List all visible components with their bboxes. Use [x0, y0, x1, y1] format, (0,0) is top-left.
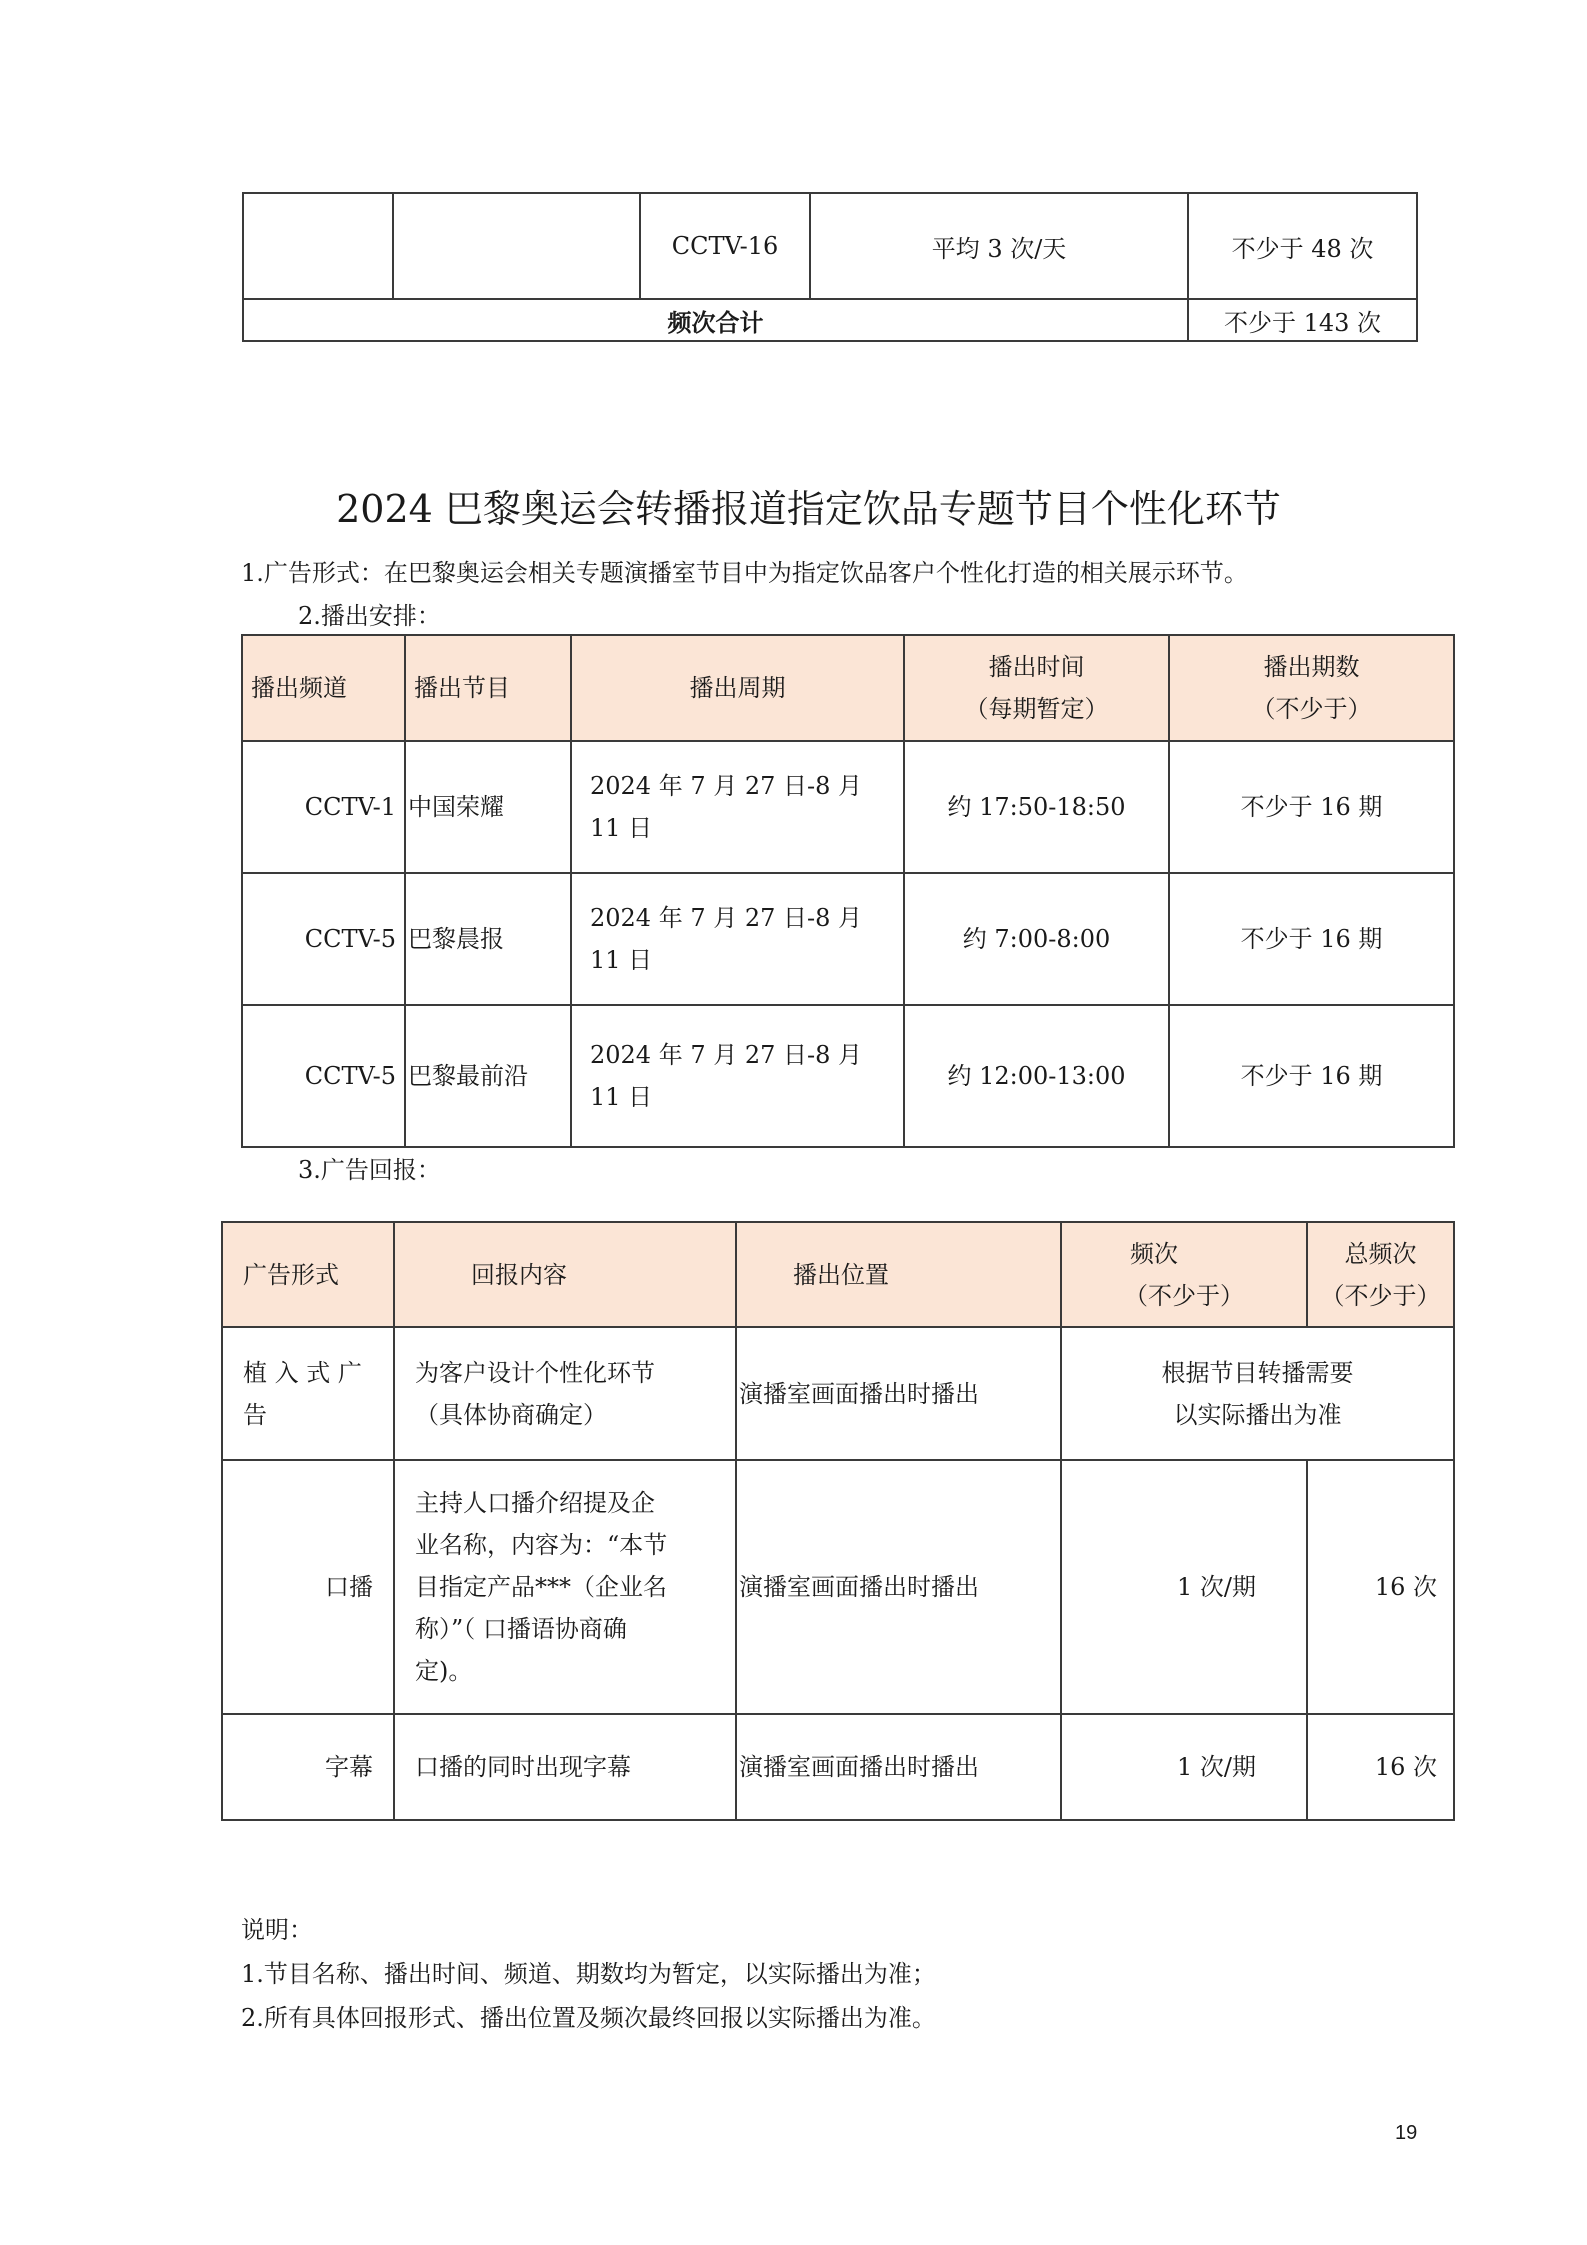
notes-label: 说明：	[241, 1916, 313, 1944]
form-line2: 告	[243, 1400, 267, 1429]
returns-table	[221, 1221, 1455, 1821]
content-line1: 主持人口播介绍提及企	[415, 1489, 655, 1517]
form-line1: 植 入 式 广	[243, 1358, 362, 1387]
period-line2: 11 日	[590, 1083, 653, 1111]
header-time	[904, 635, 1169, 741]
total-cell: 不少于 48 次	[1188, 193, 1417, 299]
header-position: 播出位置	[736, 1222, 1061, 1327]
table-row	[222, 1714, 1454, 1820]
channel-cell: CCTV-5	[242, 1005, 405, 1147]
header-count-line1: 播出期数	[1263, 653, 1360, 681]
content-line2: 业名称，内容为：“本节	[415, 1531, 668, 1559]
period-line2: 11 日	[590, 946, 653, 974]
merged-line2: 以实际播出为准	[1173, 1400, 1342, 1429]
channel-cell: CCTV-1	[242, 741, 405, 873]
header-count	[1169, 635, 1454, 741]
frequency-cell: 1 次/期	[1061, 1460, 1307, 1714]
count-cell: 不少于 16 期	[1169, 873, 1454, 1005]
period-line1: 2024 年 7 月 27 日-8 月	[590, 1041, 863, 1069]
table-row	[243, 193, 1417, 299]
count-cell: 不少于 16 期	[1169, 741, 1454, 873]
table-row	[222, 1327, 1454, 1460]
content-cell	[394, 1327, 736, 1460]
form-cell	[222, 1327, 394, 1460]
form-cell: 字幕	[222, 1714, 394, 1820]
header-total-line2: （不少于）	[1320, 1281, 1441, 1310]
cell-empty	[393, 193, 640, 299]
channel-cell: CCTV-5	[242, 873, 405, 1005]
position-cell: 演播室画面播出时播出	[736, 1714, 1061, 1820]
period-cell	[571, 873, 904, 1005]
table-header-row	[222, 1222, 1454, 1327]
channel-cell: CCTV-16	[640, 193, 810, 299]
table-row	[242, 873, 1454, 1005]
content-line2: （具体协商确定）	[415, 1400, 607, 1429]
position-cell: 演播室画面播出时播出	[736, 1460, 1061, 1714]
page-title: 2024 巴黎奥运会转播报道指定饮品专题节目个性化环节	[336, 487, 1281, 531]
period-line1: 2024 年 7 月 27 日-8 月	[590, 772, 863, 800]
position-cell: 演播室画面播出时播出	[736, 1327, 1061, 1460]
table-row	[222, 1460, 1454, 1714]
form-cell: 口播	[222, 1460, 394, 1714]
period-cell	[571, 1005, 904, 1147]
header-period: 播出周期	[571, 635, 904, 741]
content-line1: 为客户设计个性化环节	[415, 1358, 655, 1387]
time-cell: 约 7:00-8:00	[904, 873, 1169, 1005]
count-cell: 不少于 16 期	[1169, 1005, 1454, 1147]
ad-form-text: 1.广告形式：在巴黎奥运会相关专题演播室节目中为指定饮品客户个性化打造的相关展示环节。	[241, 559, 1248, 587]
period-cell	[571, 741, 904, 873]
header-form: 广告形式	[222, 1222, 394, 1327]
content-line3: 目指定产品***（企业名	[415, 1573, 667, 1601]
header-frequency-line1: 频次	[1130, 1239, 1178, 1268]
content-cell: 口播的同时出现字幕	[394, 1714, 736, 1820]
header-time-line2: （每期暂定）	[964, 695, 1109, 723]
content-cell	[394, 1460, 736, 1714]
frequency-cell: 平均 3 次/天	[810, 193, 1188, 299]
schedule-heading: 2.播出安排：	[298, 602, 441, 630]
program-cell: 中国荣耀	[405, 741, 571, 873]
header-program: 播出节目	[405, 635, 571, 741]
merged-frequency-cell	[1061, 1327, 1454, 1460]
summary-label: 频次合计	[243, 299, 1188, 341]
merged-line1: 根据节目转播需要	[1161, 1358, 1354, 1387]
note-item: 1.节目名称、播出时间、频道、期数均为暂定，以实际播出为准；	[241, 1960, 936, 1988]
table-header-row	[242, 635, 1454, 741]
header-total	[1307, 1222, 1454, 1327]
header-time-line1: 播出时间	[988, 653, 1085, 681]
header-channel: 播出频道	[242, 635, 405, 741]
content-line4: 称）”（ 口播语协商确	[415, 1615, 627, 1643]
returns-heading: 3.广告回报：	[298, 1156, 441, 1184]
header-total-line1: 总频次	[1344, 1239, 1417, 1268]
total-cell: 16 次	[1307, 1714, 1454, 1820]
table-row	[242, 1005, 1454, 1147]
header-content: 回报内容	[394, 1222, 736, 1327]
program-cell: 巴黎晨报	[405, 873, 571, 1005]
program-cell: 巴黎最前沿	[405, 1005, 571, 1147]
frequency-table	[242, 192, 1418, 342]
notes	[241, 1908, 936, 2040]
summary-row	[243, 299, 1417, 341]
time-cell: 约 12:00-13:00	[904, 1005, 1169, 1147]
total-cell: 16 次	[1307, 1460, 1454, 1714]
period-line2: 11 日	[590, 814, 653, 842]
note-item: 2.所有具体回报形式、播出位置及频次最终回报以实际播出为准。	[241, 2004, 936, 2032]
header-count-line2: （不少于）	[1251, 695, 1372, 723]
header-frequency-line2: （不少于）	[1124, 1281, 1244, 1310]
page-number: 19	[1395, 2122, 1418, 2144]
table-row	[242, 741, 1454, 873]
content-line5: 定)。	[415, 1657, 473, 1685]
header-frequency	[1061, 1222, 1307, 1327]
summary-total: 不少于 143 次	[1188, 299, 1417, 341]
period-line1: 2024 年 7 月 27 日-8 月	[590, 904, 863, 932]
schedule-table	[241, 634, 1455, 1148]
time-cell: 约 17:50-18:50	[904, 741, 1169, 873]
frequency-cell: 1 次/期	[1061, 1714, 1307, 1820]
cell-empty	[243, 193, 393, 299]
